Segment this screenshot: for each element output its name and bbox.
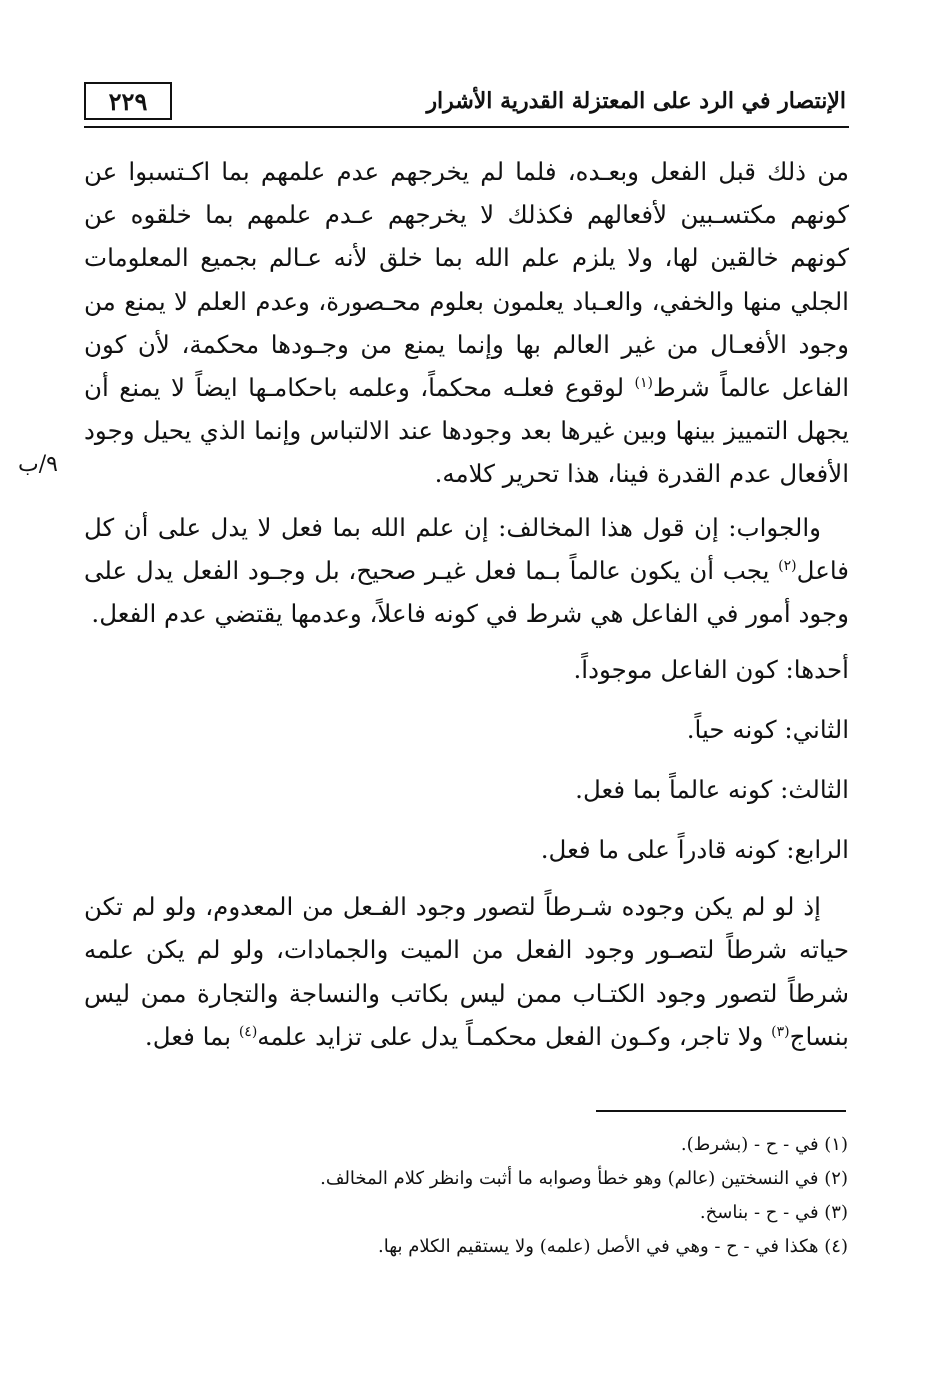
list-item-3: الثالث: كونه عالماً بما فعل. <box>575 775 849 805</box>
p3-line: ليس بنساج <box>84 978 849 1051</box>
footnote-3: (٣) في - ح - بناسخ. <box>699 1202 848 1223</box>
page-number-text: ٢٢٩ <box>108 86 148 116</box>
footnote-ref-2: (٢) <box>778 557 797 574</box>
p3-line: تكن حياته شرطاً لتصـور وجود الفعل من الميت والجمادات، ولو لم يكن <box>84 892 849 965</box>
footnote-2: (٢) في النسختين (عالم) وهو خطأ وصوابه ما أثبت وانظر كلام المخالف. <box>320 1168 848 1189</box>
p3-line: فعل. <box>144 1021 195 1051</box>
p1-line: كونهم مكتسـبين لأفعالهم فكذلك لا يخرجهم عـدم علمهم بما خلقوه عن <box>84 200 849 230</box>
p3-line: ولا تاجر، وكـون الفعل محكمـاً يدل على تزايد علمه <box>257 1021 772 1051</box>
footnotes <box>300 1128 848 1264</box>
paragraph-2 <box>84 506 849 636</box>
list-item-4: الرابع: كونه قادراً على ما فعل. <box>540 835 849 865</box>
p3-line: بما <box>202 1021 239 1051</box>
footnote-ref-1: (١) <box>634 374 654 391</box>
header-rule <box>84 126 849 128</box>
margin-folio-note: ٩/ب <box>18 452 58 477</box>
p1-line: كونهم خالقين لها، ولا يلزم علم الله بما خلق لأنه عـالم بجميع المعلومات <box>84 243 849 273</box>
footnote-ref-3: (٣) <box>771 1023 790 1040</box>
p2-line: فاعل <box>796 555 849 585</box>
running-title: الإنتصار في الرد على المعتزلة القدرية الأشرار <box>426 88 846 114</box>
list-item-2: الثاني: كونه حياً. <box>686 715 849 745</box>
p1-line: لوقوع فعلـه محكماً، وعلمه باحكامـها ايضاً لا <box>171 373 635 403</box>
p1-line: الجلي منها والخفي، والعـباد يعلمون بعلوم محـصورة، وعدم العلم لا يمنع <box>124 286 849 316</box>
page-number <box>84 82 172 120</box>
p1-line: يمنع أن يجهل التمييز بينها وبين غيرها بعد وجودها عند الالتباس وإنما الذي <box>84 373 849 446</box>
p3-line: علمه شرطاً لتصور وجود الكتـاب ممن ليس بكاتب والنساجة والتجارة ممن <box>84 935 849 1008</box>
body-text <box>84 150 849 1058</box>
footnote-rule <box>596 1110 846 1112</box>
p1-line: كون الفاعل عالماً شرط <box>84 329 849 403</box>
p1-line: يحيل وجود الأفعال عدم القدرة فينا، هذا تحرير كلامه. <box>84 416 849 489</box>
footnote-ref-4: (٤) <box>238 1023 258 1040</box>
footnote-1: (١) في - ح - (بشرط). <box>680 1134 848 1155</box>
list-item-1: أحدها: كون الفاعل موجوداً. <box>573 655 849 685</box>
p2-line: الفعل. <box>91 599 157 629</box>
paragraph-1 <box>84 150 849 496</box>
p2-line: والجواب: إن قول هذا المخالف: إن علم الله بما فعل لا يدل على أن كل <box>84 512 821 542</box>
p2-line: يجب أن يكون عالماً بـما فعل غيـر صحيح، بل وجـود الفعل يدل <box>135 555 779 585</box>
p1-line: من وجود الأفعـال من غير العالم بها وإنما يمنع من وجـودها محكمة، لأن <box>84 286 849 359</box>
footnote-4: (٤) هكذا في - ح - وهي في الأصل (علمه) ولا يستقيم الكلام بها. <box>378 1236 848 1257</box>
paragraph-3 <box>84 885 849 1058</box>
p2-line: على وجود أمور في الفاعل هي شرط في كونه فاعلاً، وعدمها يقتضي عدم <box>84 555 849 629</box>
p3-line: إذ لو لم يكن وجوده شـرطاً لتصور وجود الفـعل من المعدوم، ولو لم <box>131 892 821 922</box>
p1-line: من ذلك قبل الفعل وبعـده، فلما لم يخرجهم عدم علمهم بما اكـتسبوا عن <box>84 157 849 186</box>
